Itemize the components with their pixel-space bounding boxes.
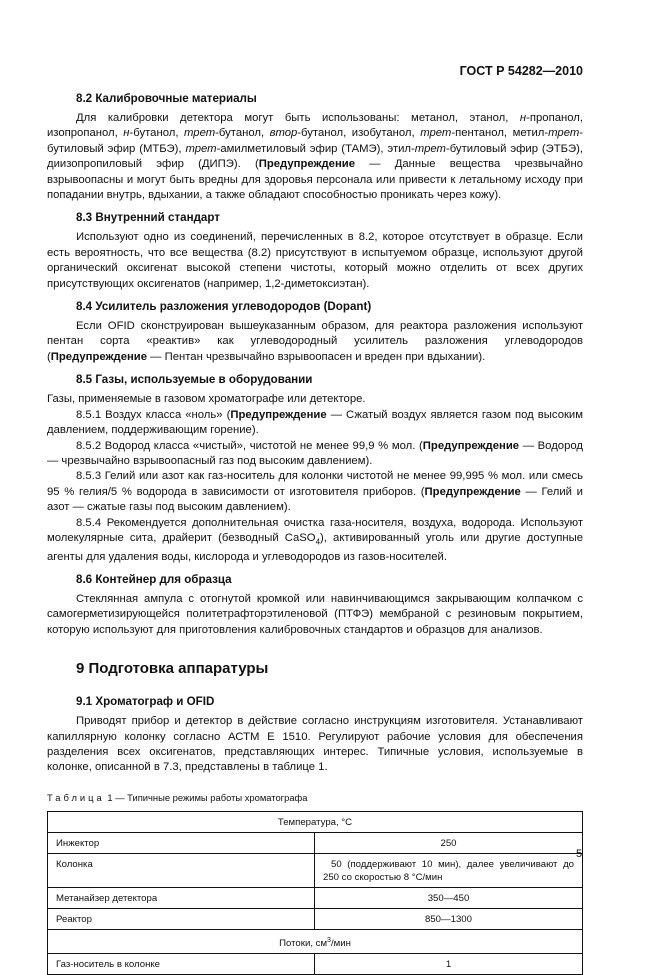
param-cell: Реактор [48, 909, 315, 930]
paragraph: Для калибровки детектора могут быть использованы: метанол, этанол, н-пропанол, изопропанол, н-бутанол, трет-бутанол, втор-бутанол, изобутанол, трет-пентанол, метил-трет-бутиловый эфир (МТБЭ), трет-амилметиловый эфир (ТАМЭ), этил-трет-бутиловый эфир (ЭТБЭ), диизопропиловый эфир (ДИПЭ). (Предупреждение — Данные вещества чрезвычайно взрывоопасны и могут быть вредны для здоровья персонала или привести к летальному исходу при попадании внутрь, вдыхании, а также обладают способностью проникать через кожу). [47, 112, 584, 202]
table-group-row [48, 930, 583, 954]
param-cell: Метанайзер детектора [48, 888, 315, 909]
paragraph: Если OFID сконструирован вышеуказанным образом, для реактора разложения используют пентан сорта «реактив» как углеводородный усилитель разложения углеводородов (Предупреждение — Пентан чрезвычайно взрывоопасен и вреден при вдыхании). [47, 320, 583, 363]
document-id: ГОСТ Р 54282—2010 [459, 64, 583, 78]
warning-label: Предупреждение [424, 485, 521, 498]
table-group-row [48, 812, 583, 833]
param-cell: Газ-носитель в колонке [48, 954, 315, 975]
section-heading: 8.3 Внутренний стандарт [76, 211, 220, 225]
table-row [48, 833, 583, 854]
chapter-heading: 9 Подготовка аппаратуры [76, 660, 269, 678]
paragraph: 8.5.1 Воздух класса «ноль» (Предупреждение — Сжатый воздух является газом под высоким давлением, поддерживающим горение). [47, 408, 583, 437]
paragraph: 8.5.2 Водород класса «чистый», чистотой не менее 99,9 % мол. (Предупреждение — Водород — чрезвычайно взрывоопасный газ под высоким давлением). [47, 439, 584, 467]
warning-label: Предупреждение [422, 439, 520, 452]
value-cell: 50 (поддерживают 10 мин), далее увеличивают до 250 со скоростью 8 °С/мин [315, 854, 583, 888]
operating-conditions-table [47, 811, 583, 975]
paragraph: Приводят прибор и детектор в действие согласно инструкциям изготовителя. Устанавливают капиллярную колонку согласно АСТМ Е 1510. Регулируют рабочие условия для обеспечения разделения всех оксигенатов, представляющих интерес. Типичные условия, используемые в колонке, описанной в 7.3, представлены в таблице 1. [47, 715, 583, 774]
warning-label: Предупреждение [230, 408, 327, 421]
section-heading: 8.5 Газы, используемые в оборудовании [76, 373, 313, 387]
table-row [48, 909, 583, 930]
section-9-1 [47, 694, 583, 776]
paragraph: Используют одно из соединений, перечисленных в 8.2, которое отсутствует в образце. Если есть вероятность, что все вещества (8.2) присутствуют в испытуемом образце, используют другой органический оксигенат высокой степени чистоты, который можно отделить от всех других присутствующих оксигенатов (например, 1,2-диметоксиэтан). [47, 231, 583, 290]
value-cell: 350—450 [315, 888, 583, 909]
param-cell: Колонка [48, 854, 315, 888]
paragraph: Газы, применяемые в газовом хроматографе или детекторе. [47, 393, 366, 406]
section-8-3 [47, 210, 583, 292]
param-cell: Инжектор [48, 833, 315, 854]
section-heading: 8.4 Усилитель разложения углеводородов (Dopant) [76, 300, 372, 314]
table-row [48, 854, 583, 888]
paragraph: Стеклянная ампула с отогнутой кромкой или навинчивающимся закрывающим колпачком с самогерметизирующейся политетрафторэтиленовой (ПТФЭ) мембраной с резиновым покрытием, которую используют для приготовления калибровочных стандартов и образцов для анализов. [47, 593, 583, 636]
value-cell: 850—1300 [315, 909, 583, 930]
section-heading: 8.6 Контейнер для образца [76, 573, 232, 586]
warning-label: Предупреждение [50, 350, 148, 363]
paragraph: 8.5.4 Рекомендуется дополнительная очистка газа-носителя, воздуха, водорода. Используют молекулярные сита, драйерит (безводный CaSO$_4$), активированный уголь или другие доступные агенты для удаления воды, кислорода и углеводородов из газов-носителей. [47, 516, 583, 563]
value-cell: 1 [315, 954, 583, 975]
group-header-temperature: Температура, °С [48, 812, 583, 833]
table-row [48, 888, 583, 909]
group-header-flows: Потоки, $см^3$/мин [48, 930, 583, 954]
section-8-4 [47, 299, 583, 365]
section-heading: 8.2 Калибровочные материалы [76, 92, 257, 105]
section-8-2 [47, 91, 583, 203]
warning-label: Предупреждение [258, 158, 356, 171]
table-row [48, 954, 583, 975]
page-content [47, 91, 583, 975]
section-8-5 [47, 372, 583, 565]
value-cell: 250 [315, 833, 583, 854]
section-heading: 9.1 Хроматограф и OFID [76, 695, 215, 709]
paragraph: 8.5.3 Гелий или азот как газ-носитель для колонки чистотой не менее 99,995 % мол. или смесь 95 % гелия/5 % водорода в зависимости от изготовителя приборов. (Предупреждение — Гелий и азот — сжатые газы под высоким давлением). [47, 470, 583, 514]
table-caption: Таблица 1 — Типичные режимы работы хроматографа [47, 791, 308, 803]
page-number: 5 [576, 848, 583, 860]
section-8-6 [47, 572, 583, 638]
